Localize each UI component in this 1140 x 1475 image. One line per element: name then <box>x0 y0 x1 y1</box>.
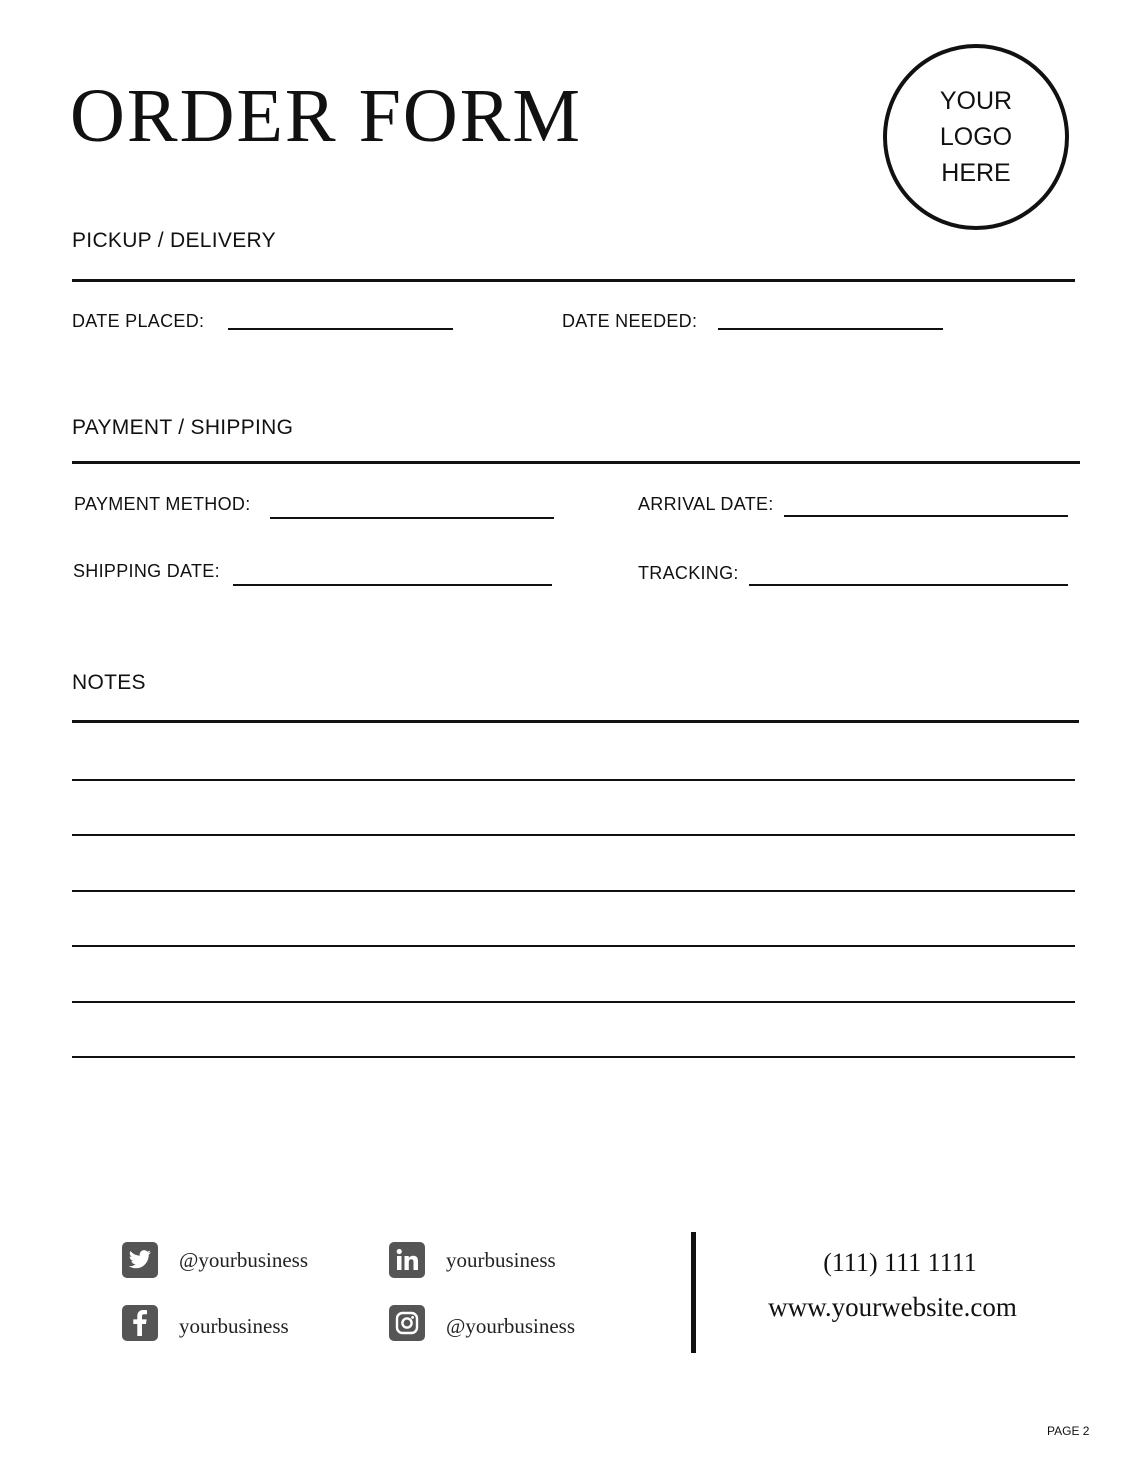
payment-shipping-divider <box>72 461 1080 464</box>
facebook-handle[interactable]: yourbusiness <box>179 1314 289 1338</box>
phone-number[interactable]: (111) 111 1111 <box>823 1248 977 1277</box>
linkedin-handle[interactable]: yourbusiness <box>446 1248 556 1272</box>
notes-line[interactable] <box>72 945 1075 947</box>
instagram-icon <box>389 1305 425 1341</box>
notes-line[interactable] <box>72 1001 1075 1003</box>
date-placed-field[interactable] <box>228 328 453 330</box>
twitter-handle[interactable]: @yourbusiness <box>179 1248 309 1272</box>
instagram-handle[interactable]: @yourbusiness <box>446 1314 576 1338</box>
tracking-label: TRACKING: <box>638 563 739 583</box>
logo-line-3: HERE <box>941 159 1011 187</box>
date-placed-label: DATE PLACED: <box>72 311 205 331</box>
shipping-date-field[interactable] <box>233 584 552 586</box>
logo-line-2: LOGO <box>939 123 1013 151</box>
date-needed-field[interactable] <box>718 328 943 330</box>
shipping-date-label: SHIPPING DATE: <box>73 561 220 581</box>
logo-placeholder <box>883 44 1069 230</box>
page-title: ORDER FORM <box>70 74 582 158</box>
payment-method-field[interactable] <box>270 517 554 519</box>
date-needed-label: DATE NEEDED: <box>562 311 698 331</box>
logo-line-1: YOUR <box>939 87 1013 115</box>
pickup-delivery-heading: PICKUP / DELIVERY <box>72 229 276 252</box>
notes-line[interactable] <box>72 890 1075 892</box>
facebook-icon <box>122 1305 158 1341</box>
notes-line[interactable] <box>72 834 1075 836</box>
notes-divider <box>72 720 1079 723</box>
tracking-field[interactable] <box>749 584 1068 586</box>
payment-method-label: PAYMENT METHOD: <box>74 494 251 514</box>
twitter-icon <box>122 1242 158 1278</box>
notes-heading: NOTES <box>72 671 146 694</box>
payment-shipping-heading: PAYMENT / SHIPPING <box>72 416 294 439</box>
notes-line[interactable] <box>72 779 1075 781</box>
pickup-delivery-divider <box>72 279 1075 282</box>
website-link[interactable]: www.yourwebsite.com <box>768 1292 1017 1322</box>
notes-line[interactable] <box>72 1056 1075 1058</box>
arrival-date-label: ARRIVAL DATE: <box>638 494 774 514</box>
arrival-date-field[interactable] <box>784 515 1068 517</box>
page-number: PAGE 2 <box>1047 1424 1090 1438</box>
footer-vertical-divider <box>691 1232 696 1353</box>
linkedin-icon <box>389 1242 425 1278</box>
